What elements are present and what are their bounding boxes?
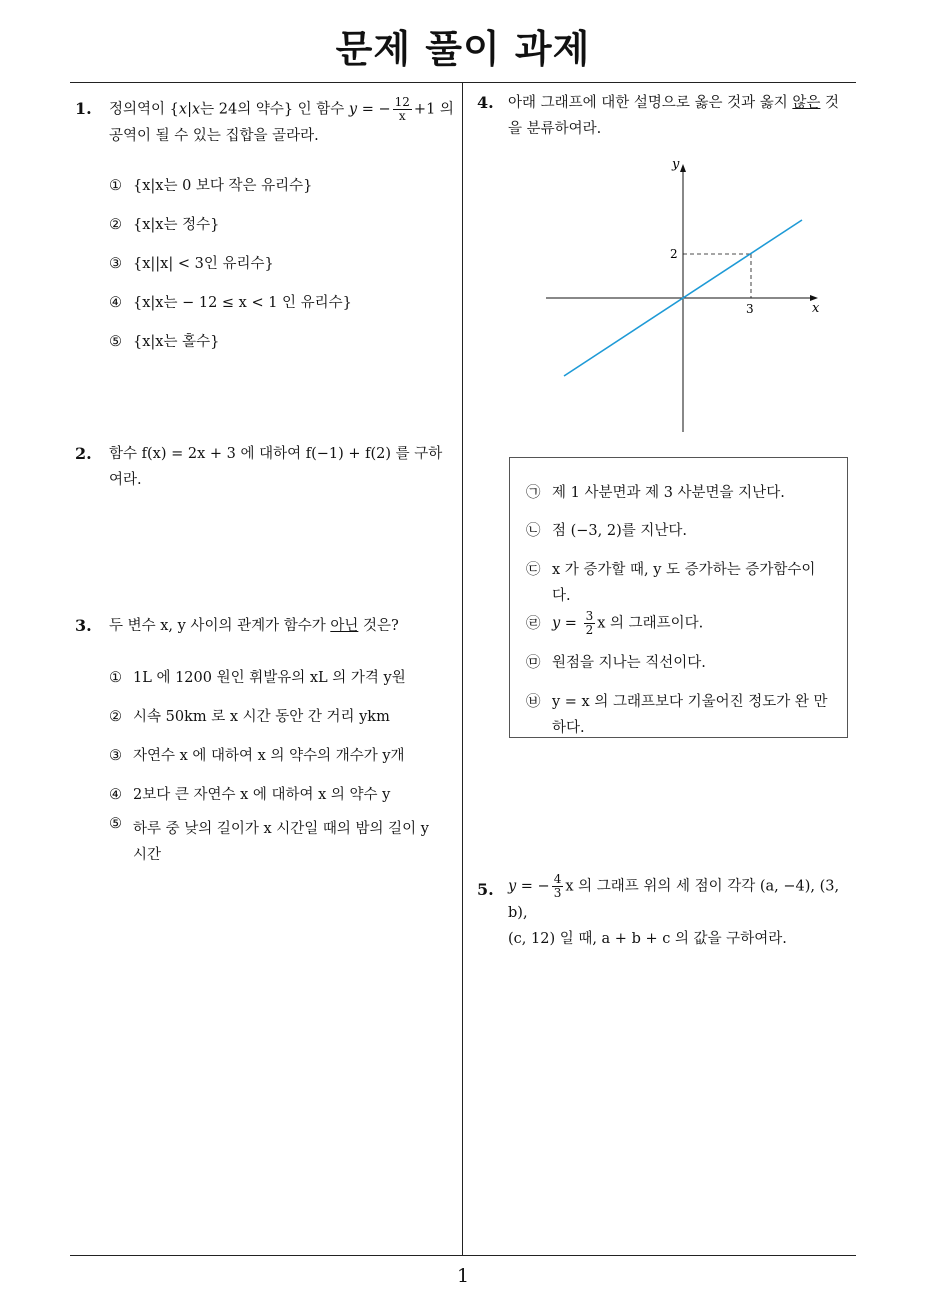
question-number: 4. [477, 93, 494, 112]
x-tick-label: 3 [746, 302, 754, 316]
question-number: 1. [75, 99, 92, 118]
stem-text: 아래 그래프에 대한 설명으로 옳은 것과 옳지 [508, 95, 793, 111]
option-mark: ① [109, 670, 122, 686]
stem-text: 여라. [109, 472, 142, 488]
y-axis-label: y [672, 157, 680, 172]
stem-text: 것 [820, 95, 840, 111]
statement-text: x 가 증가할 때, y 도 증가하는 증가함수이 다. [552, 562, 816, 604]
option-2[interactable] [109, 705, 390, 726]
option-4[interactable] [109, 291, 352, 312]
option-text: 1L 에 1200 원인 휘발유의 xL 의 가격 y원 [133, 670, 406, 686]
option-3[interactable] [109, 744, 405, 765]
statement-text: 제 1 사분면과 제 3 사분면을 지난다. [552, 485, 785, 501]
option-text: {x|x는 정수} [133, 217, 220, 233]
footer-rule [70, 1255, 856, 1256]
fraction [552, 873, 564, 900]
question-stem [508, 90, 862, 142]
statement-mark: ㉥ [526, 694, 541, 710]
option-5[interactable] [109, 330, 219, 351]
statement-box [509, 457, 848, 738]
option-text: 2보다 큰 자연수 x 에 대하여 x 의 약수 y [133, 787, 391, 803]
statement-4[interactable] [526, 610, 703, 637]
option-1[interactable] [109, 666, 406, 687]
fraction-denominator: x [398, 109, 406, 123]
fraction [393, 96, 412, 123]
math-var: x [191, 101, 201, 118]
statement-text: 점 (−3, 2)를 지난다. [552, 523, 687, 539]
fraction [584, 610, 596, 637]
fraction-numerator: 12 [394, 95, 410, 109]
header-rule [70, 82, 856, 83]
stem-text: 정의역이 { [109, 101, 179, 118]
statement-mark: ㉡ [526, 523, 541, 539]
stem-text: x 의 그래프 위의 세 점이 각각 (a, −4), (3, b), [508, 878, 840, 921]
option-mark: ④ [109, 787, 122, 803]
statement-text: 원점을 지나는 직선이다. [552, 655, 706, 671]
stem-text: (c, 12) 일 때, a + b + c 의 값을 구하여라. [508, 931, 787, 947]
stem-text: +1 의 [413, 101, 454, 118]
x-axis-label: x [812, 301, 820, 316]
option-5[interactable] [109, 816, 433, 868]
y-tick-label: 2 [670, 247, 678, 261]
option-text: 자연수 x 에 대하여 x 의 약수의 개수가 y개 [133, 748, 405, 764]
stem-text: 것은? [358, 618, 399, 634]
statement-math: y = [552, 615, 582, 632]
option-mark: ⑤ [109, 816, 122, 832]
stem-text: 두 변수 x, y 사이의 관계가 함수가 [109, 618, 331, 634]
math-var: x [178, 101, 188, 118]
statement-mark: ㉤ [526, 655, 541, 671]
stem-text: 함수 f(x) = 2x + 3 에 대하여 f(−1) + f(2) 를 구하 [109, 446, 443, 462]
question-stem [508, 873, 862, 952]
question-2 [75, 441, 460, 493]
page-number: 1 [456, 1265, 470, 1287]
fraction-denominator: 2 [585, 623, 594, 637]
question-number: 3. [75, 616, 92, 635]
question-5 [477, 873, 862, 952]
option-3[interactable] [109, 252, 274, 273]
underlined-text: 않은 [792, 95, 821, 111]
question-4 [477, 90, 862, 142]
statement-1[interactable] [526, 480, 785, 506]
option-text: {x|x는 − 12 ≤ x < 1 인 유리수} [133, 295, 352, 311]
option-text: 시속 50km 로 x 시간 동안 간 거리 ykm [133, 709, 390, 725]
fraction-numerator: 4 [553, 872, 562, 886]
stem-text: 을 분류하여라. [508, 121, 602, 137]
question-stem [109, 441, 460, 493]
option-mark: ① [109, 178, 122, 194]
question-number: 5. [477, 880, 494, 899]
math-func: y = − [348, 101, 391, 118]
statement-3[interactable] [526, 557, 837, 609]
option-2[interactable] [109, 213, 219, 234]
option-text: 하루 중 낮의 길이가 x 시간일 때의 밤의 길이 y 시간 [133, 821, 429, 863]
option-mark: ④ [109, 295, 122, 311]
statement-mark: ㉣ [526, 615, 541, 632]
option-mark: ③ [109, 256, 122, 272]
option-1[interactable] [109, 174, 312, 195]
statement-mark: ㉠ [526, 485, 541, 501]
statement-6[interactable] [526, 689, 837, 741]
column-divider [462, 83, 463, 1255]
statement-text: y = x 의 그래프보다 기울어진 정도가 완 만하다. [552, 694, 828, 736]
fraction-denominator: 3 [553, 886, 562, 900]
option-mark: ② [109, 217, 122, 233]
fraction-numerator: 3 [585, 609, 594, 623]
question-stem [109, 96, 460, 149]
question-3 [75, 613, 460, 639]
statement-2[interactable] [526, 518, 687, 544]
question-1 [75, 96, 460, 149]
linear-graph [540, 152, 830, 437]
statement-mark: ㉢ [526, 562, 541, 578]
stem-text: 공역이 될 수 있는 집합을 골라라. [109, 128, 319, 144]
underlined-text: 아닌 [330, 618, 359, 634]
math-bar: | [187, 101, 192, 118]
question-stem [109, 613, 460, 639]
statement-text: x 의 그래프이다. [597, 615, 704, 632]
option-mark: ③ [109, 748, 122, 764]
statement-5[interactable] [526, 650, 706, 676]
option-mark: ② [109, 709, 122, 725]
option-4[interactable] [109, 783, 390, 804]
option-mark: ⑤ [109, 334, 122, 350]
y-axis-arrow [680, 164, 686, 172]
option-text: {x||x| < 3인 유리수} [133, 256, 274, 272]
page-title: 문제 풀이 과제 [335, 27, 591, 71]
stem-text: 는 24의 약수} 인 함수 [200, 101, 349, 118]
question-number: 2. [75, 444, 92, 463]
option-text: {x|x는 0 보다 작은 유리수} [133, 178, 313, 194]
math-func: y = − [508, 878, 550, 895]
option-text: {x|x는 홀수} [133, 334, 220, 350]
